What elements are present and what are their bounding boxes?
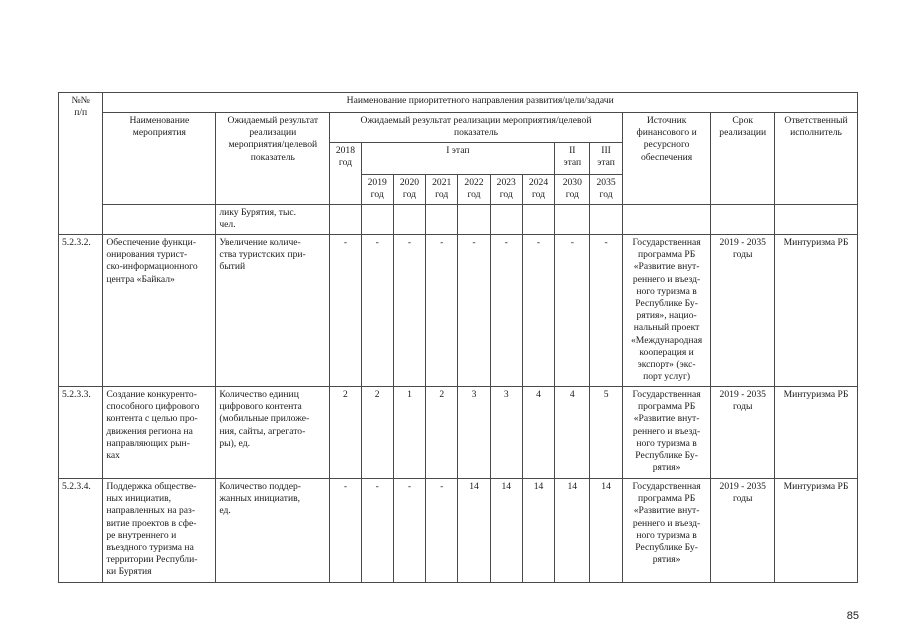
header-source: Источник финансового и ресурсного обеспечения bbox=[622, 113, 711, 205]
row-value: 1 bbox=[393, 387, 425, 479]
row-value: 14 bbox=[522, 479, 554, 583]
row-value: 2 bbox=[426, 387, 458, 479]
header-year: 2019 год bbox=[361, 175, 393, 205]
continuation-text: лику Бурятия, тыс. чел. bbox=[216, 205, 330, 235]
row-value: - bbox=[490, 235, 522, 387]
row-value: - bbox=[361, 235, 393, 387]
row-source: Государственная программа РБ «Развитие внут- реннего и въезд- ного туризма в Республике Бу- рятия», нацио- нальный проект «Международная кооперация и экспорт» (экс- порт услуг) bbox=[622, 235, 711, 387]
header-year: 2020 год bbox=[393, 175, 425, 205]
table-row bbox=[59, 479, 858, 583]
row-num: 5.2.3.3. bbox=[59, 387, 103, 479]
row-value: - bbox=[330, 235, 361, 387]
header-priority: Наименование приоритетного направления развития/цели/задачи bbox=[103, 93, 858, 113]
row-value: - bbox=[393, 235, 425, 387]
row-name: Обеспечение функци- онирования турист- ско-информационного центра «Байкал» bbox=[103, 235, 216, 387]
row-value: 14 bbox=[490, 479, 522, 583]
header-year: 2024 год bbox=[522, 175, 554, 205]
row-num: 5.2.3.2. bbox=[59, 235, 103, 387]
row-value: 3 bbox=[490, 387, 522, 479]
row-term: 2019 - 2035 годы bbox=[711, 387, 775, 479]
header-stage-1: I этап bbox=[361, 143, 555, 175]
row-value: - bbox=[361, 479, 393, 583]
row-value: 14 bbox=[458, 479, 490, 583]
row-value: - bbox=[555, 235, 590, 387]
row-value: 3 bbox=[458, 387, 490, 479]
row-value: 14 bbox=[555, 479, 590, 583]
header-year: 2022 год bbox=[458, 175, 490, 205]
page-number: 85 bbox=[846, 610, 859, 622]
row-result: Увеличение количе- ства туристских при- бытий bbox=[216, 235, 330, 387]
header-year: 2021 год bbox=[426, 175, 458, 205]
header-year: 2023 год bbox=[490, 175, 522, 205]
header-stage-2: II этап bbox=[555, 143, 590, 175]
indicator-table bbox=[58, 92, 858, 583]
header-year: 2030 год bbox=[555, 175, 590, 205]
continuation-row bbox=[59, 205, 858, 235]
header-name: Наименование мероприятия bbox=[103, 113, 216, 205]
row-value: - bbox=[590, 235, 622, 387]
table-row bbox=[59, 387, 858, 479]
table-header-row-2 bbox=[59, 113, 858, 143]
row-source: Государственная программа РБ «Развитие внут- реннего и въезд- ного туризма в Республике Бу- рятия» bbox=[622, 387, 711, 479]
row-num: 5.2.3.4. bbox=[59, 479, 103, 583]
row-value: 2 bbox=[330, 387, 361, 479]
row-value: 14 bbox=[590, 479, 622, 583]
row-value: - bbox=[330, 479, 361, 583]
row-value: 5 bbox=[590, 387, 622, 479]
header-result: Ожидаемый результат реализации мероприятия/целевой показатель bbox=[216, 113, 330, 205]
header-expected-result: Ожидаемый результат реализации мероприятия/целевой показатель bbox=[330, 113, 622, 143]
row-value: 4 bbox=[522, 387, 554, 479]
row-value: - bbox=[426, 235, 458, 387]
row-value: - bbox=[458, 235, 490, 387]
row-value: - bbox=[426, 479, 458, 583]
row-name: Создание конкуренто- способного цифрового контента с целью про- движения региона на направляющих рын- ках bbox=[103, 387, 216, 479]
row-term: 2019 - 2035 годы bbox=[711, 235, 775, 387]
header-year: 2035 год bbox=[590, 175, 622, 205]
row-result: Количество поддер- жанных инициатив, ед. bbox=[216, 479, 330, 583]
row-source: Государственная программа РБ «Развитие внут- реннего и въезд- ного туризма в Республике Бу- рятия» bbox=[622, 479, 711, 583]
row-name: Поддержка обществе- ных инициатив, направленных на раз- витие проектов в сфе- ре внутреннего и въездного туризма на территории Республи- ки Бурятия bbox=[103, 479, 216, 583]
table-header-row-1 bbox=[59, 93, 858, 113]
row-value: - bbox=[522, 235, 554, 387]
row-responsible: Минтуризма РБ bbox=[775, 235, 858, 387]
header-responsible: Ответственный исполнитель bbox=[775, 113, 858, 205]
header-num: №№ п/п bbox=[59, 93, 103, 235]
row-result: Количество единиц цифрового контента (мобильные приложе- ния, сайты, агрегато- ры), ед. bbox=[216, 387, 330, 479]
header-stage-3: III этап bbox=[590, 143, 622, 175]
table-row bbox=[59, 235, 858, 387]
row-value: 4 bbox=[555, 387, 590, 479]
row-responsible: Минтуризма РБ bbox=[775, 479, 858, 583]
row-term: 2019 - 2035 годы bbox=[711, 479, 775, 583]
header-year-2018: 2018 год bbox=[330, 143, 361, 205]
row-value: 2 bbox=[361, 387, 393, 479]
row-value: - bbox=[393, 479, 425, 583]
header-term: Срок реализации bbox=[711, 113, 775, 205]
row-responsible: Минтуризма РБ bbox=[775, 387, 858, 479]
